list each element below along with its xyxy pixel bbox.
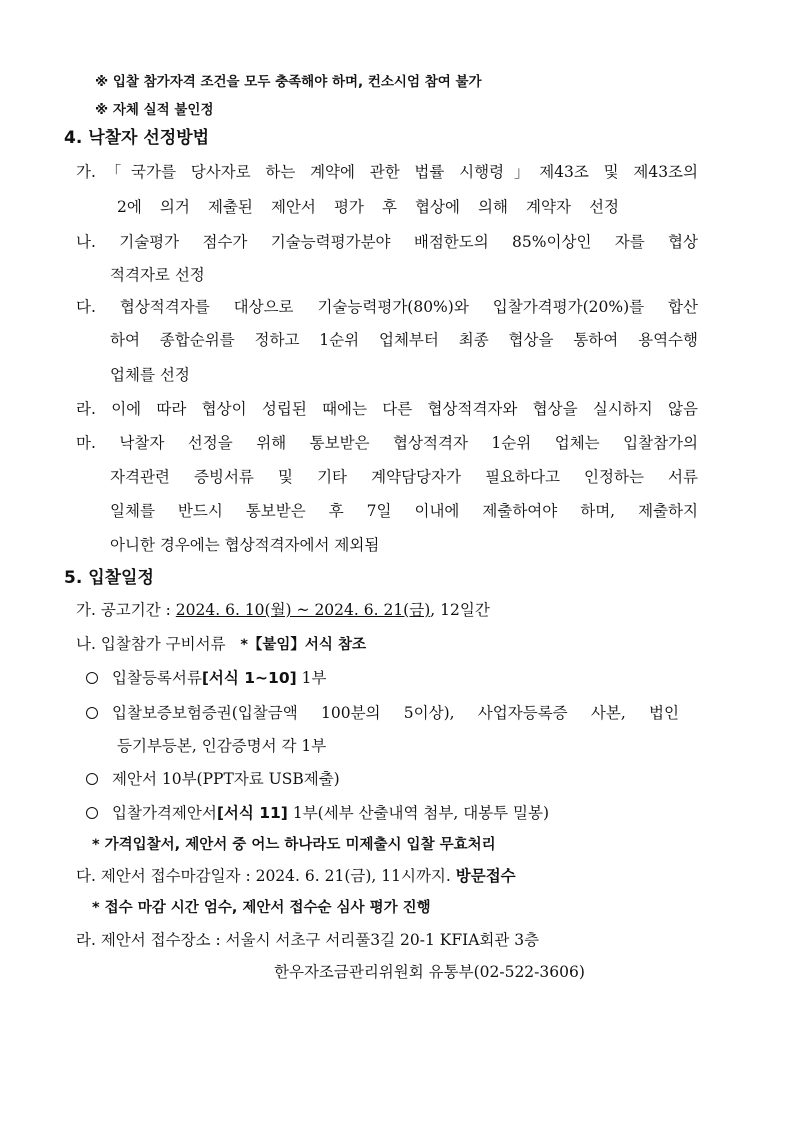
s4-da-line2: 하여 종합순위를 정하고 1순위 업체부터 최종 협상을 통하여 용역수행: [110, 331, 698, 349]
s4-da-line1: 다. 협상적격자를 대상으로 기술능력평가(80%)와 입찰가격평가(20%)를 합산: [76, 298, 698, 316]
s5-b2-line2: 등기부등본, 인감증명서 각 1부: [117, 737, 327, 755]
s4-ma-line1: 마. 낙찰자 선정을 위해 통보받은 협상적격자 1순위 업체는 입찰참가의: [76, 434, 698, 452]
s5-na-line: [76, 633, 366, 656]
s4-ma-line3: 일체를 반드시 통보받은 후 7일 이내에 제출하여야 하며, 제출하지: [110, 502, 698, 520]
section4-title: 4. 낙찰자 선정방법: [64, 128, 210, 148]
s4-da-line3: 업체를 선정: [110, 366, 190, 384]
s5-da-prefix: 다. 제안서 접수마감일자 : 2024. 6. 21(금), 11시까지.: [76, 867, 456, 885]
s5-na-prefix: 나. 입찰참가 구비서류: [76, 635, 231, 653]
circle-bullet-icon: [86, 773, 98, 785]
section5-title: 5. 입찰일정: [64, 568, 154, 588]
s5-b4-text1: 입찰가격제안서: [112, 804, 217, 822]
s5-b4-bold: [서식 11]: [216, 804, 288, 822]
note-deadline: * 접수 마감 시간 엄수, 제안서 접수순 심사 평가 진행: [92, 900, 431, 916]
s5-da-line: [76, 865, 516, 887]
s4-na-line1: 나. 기술평가 점수가 기술능력평가분야 배점한도의 85%이상인 자를 협상: [76, 233, 698, 251]
note-consortium: ※ 입찰 참가자격 조건을 모두 충족해야 하며, 컨소시엄 참여 불가: [95, 74, 482, 90]
contact-line: 한우자조금관리위원회 유통부(02-522-3606): [274, 963, 585, 981]
s4-ga-line1: 가.「국가를 당사자로 하는 계약에 관한 법률 시행령」제43조 및 제43조의: [76, 163, 698, 181]
s4-ga-line2: 2에 의거 제출된 제안서 평가 후 협상에 의해 계약자 선정: [117, 198, 619, 216]
s5-ra-line: 라. 제안서 접수장소 : 서울시 서초구 서리풀3길 20-1 KFIA회관 3층: [76, 931, 540, 949]
circle-bullet-icon: [86, 807, 98, 819]
s5-bullet-2: [86, 702, 679, 724]
s4-na-line2: 적격자로 선정: [110, 266, 205, 284]
s5-b1-text2: 1부: [296, 669, 327, 687]
s5-b4-text2: 1부(세부 산출내역 첨부, 대봉투 밀봉): [287, 804, 550, 822]
s5-ga-period: 2024. 6. 10(월) ~ 2024. 6. 21(금): [175, 601, 431, 619]
s5-da-bold: 방문접수: [455, 867, 516, 885]
s5-b2-line1: 입찰보증보험증권(입찰금액 100분의 5이상), 사업자등록증 사본, 법인: [112, 704, 679, 722]
s4-ma-line4: 아니한 경우에는 협상적격자에서 제외됨: [110, 536, 380, 554]
s5-b1-bold: [서식 1~10]: [201, 669, 297, 687]
s5-bullet-1: [86, 667, 326, 689]
circle-bullet-icon: [86, 672, 98, 684]
s5-b1-text1: 입찰등록서류: [112, 669, 202, 687]
s5-ga-line: [76, 599, 490, 621]
s5-b3-text: 제안서 10부(PPT자료 USB제출): [112, 770, 340, 788]
note-price-invalid: * 가격입찰서, 제안서 중 어느 하나라도 미제출시 입찰 무효처리: [92, 837, 496, 853]
circle-bullet-icon: [86, 707, 98, 719]
s4-ma-line2: 자격관련 증빙서류 및 기타 계약담당자가 필요하다고 인정하는 서류: [110, 468, 698, 486]
s5-na-ref: *【붙임】서식 참조: [240, 637, 367, 653]
note-own-record: ※ 자체 실적 불인정: [95, 102, 214, 118]
s5-ga-prefix: 가. 공고기간 :: [76, 601, 176, 619]
s5-bullet-4: [86, 802, 549, 824]
s5-bullet-3: [86, 768, 340, 790]
s5-ga-suffix: , 12일간: [430, 601, 490, 619]
s4-ra-line1: 라. 이에 따라 협상이 성립된 때에는 다른 협상적격자와 협상을 실시하지 않음: [76, 400, 698, 418]
